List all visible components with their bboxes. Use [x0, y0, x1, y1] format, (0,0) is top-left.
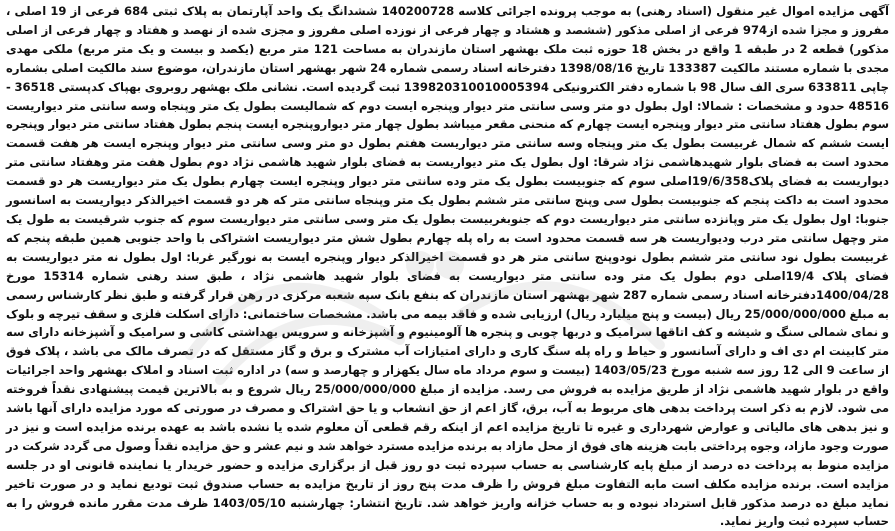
- auction-notice-text: آگهی مزایده اموال غیر منقول (اسناد رهنی) به موجب پرونده اجرائی کلاسه 140200728 ششدانگ یک واحد آپارتمان به پلاک ثبتی 684 فرعی از 19 اصلی ، مفروز و مجزا شده از974 فرعی از اصلی مذکور (ششصد و هشتاد و چهار فرعی از نوزده اصلی مفروز و مجزی شده از نهصد و هفتاد و چهار فرعی از اصلی مذکور) قطعه 2 در طبقه 1 واقع در بخش 18 حوزه ثبت ملک بهشهر استان مازندران به مساحت 121 متر مربع (یکصد و بیست و یک متر مربع) ملکی مهدی مجدی با شماره مستند مالکیت 133387 تاریخ 1398/08/16 دفترخانه اسناد رسمی شماره 24 شهر بهشهر استان مازندران، موضوع سند مالکیت اصلی بشماره چاپی 633811 سری الف سال 98 با شماره دفتر الکترونیکی 139820310010005394 ثبت گردیده است. نشانی ملک بهشهر روبروی بهپاک کدپستی 36518 - 48516 حدود و مشخصات : شمالا: اول بطول دو متر وسی سانتی متر دیوار وپنجره ایست دوم که شمالیست بطول یک متر وپنجاه وسه سانتی متر دیواریست سوم بطول هفتاد سانتی متر دیوار وپنجره ایست چهارم که منحنی مقعر میباشد بطول چهار متر دیواروپنجره ایست پنجم بطول هفتاد سانتی متر دیوار وپنجره ایست ششم که شمال غربیست بطول یک متر وپنجاه وسه سانتی متر دیواریست هفتم بطول دو متر وسی سانتی متر دیوار وپنجره ایست هر هفت قسمت محدود است به فضای بلوار شهیدهاشمی نژاد شرقا: اول بطول یک متر دیواریست به فضای بلوار شهید هاشمی نژاد دوم بطول هفت متر وهفتاد سانتی متر دیواریست به فضای پلاک19/6/358اصلی سوم که جنوبیست بطول یک متر وده سانتی متر دیوار وپنجره ایست چهارم بطول یک متر دیواریست هر دو قسمت محدود است به داکت پنجم که جنوبیست بطول سی وپنج سانتی متر ششم بطول یک متر وپنجاه سانتی متر که هر دو قسمت اخیرالذکر دیواریست به اسانسور جنوبا: اول بطول یک متر وپانزده سانتی متر دیواریست دوم که جنوبغربیست بطول یک متر وسی سانتی متر دیواریست سوم که جنوب شرقیست به طول یک متر وچهل سانتی متر درب ودیواریست هر سه قسمت محدود است به راه پله چهارم بطول شش متر دیواریست اشتراکی با واحد جنوبی همین طبقه پنجم که غربیست بطول نود سانتی متر ششم بطول نودوپنج سانتی متر هر دو قسمت اخیرالذکر دیوار وپنجره ایست به نورگیر غربا: اول بطول نه متر دیواریست به فضای پلاک 19/4اصلی دوم بطول یک متر وده سانتی متر دیواریست به فضای بلوار شهید هاشمی نژاد ، طبق سند رهنی شماره 15314 مورخ 1400/04/28دفترخانه اسناد رسمی شماره 287 شهر بهشهر استان مازندران که بنفع بانک سپه شعبه مرکزی در رهن قرار گرفته و طبق نظر کارشناس رسمی به مبلغ 25/000/000/000 ریال (بیست و پنج میلیارد ریال) ارزیابی شده و فاقد بیمه می باشد. مشخصات ساختمانی: دارای اسکلت فلزی و سقف تیرچه و بلوک و نمای شمالی سنگ و شیشه و کف اتاقها سرامیک و دربها چوبی و پنجره ها آلومینیوم و آشپزخانه و سرویس بهداشتی کاشی و سرامیک و آشپزخانه دارای سه متر کابینت ام دی اف و دارای آسانسور و حیاط و راه پله سنگ کاری و دارای امتیازات آب مشترک و برق و گاز مستقل که در تصرف مالک می باشد ، پلاک فوق از ساعت 9 الی 12 روز سه شنبه مورخ 1403/05/23 (بیست و سوم مرداد ماه سال یکهزار و چهارصد و سه) در اداره ثبت اسناد و املاک بهشهر واحد اجرائیات واقع در بلوار شهید هاشمی نژاد از طریق مزایده به فروش می رسد. مزایده از مبلغ 25/000/000/000 ریال شروع و به بالاترین قیمت پیشنهادی نقداً فروخته می شود. لازم به ذکر است پرداخت بدهی های مربوط به آب، برق، گاز اعم از حق انشعاب و یا حق اشتراک و مصرف در صورتی که مورد مزایده دارای آنها باشد و نیز بدهی های مالیاتی و عوارض شهرداری و غیره تا تاریخ مزایده اعم از اینکه رقم قطعی آن معلوم شده یا نشده باشد به عهده برنده مزایده است و نیز در صورت وجود مازاد، وجوه پرداختی بابت هزینه های فوق از محل مازاد به برنده مزایده مسترد خواهد شد و نیم عشر و حق مزایده نقداً وصول می گردد شرکت در مزایده منوط به پرداخت ده درصد از مبلغ پایه کارشناسی به حساب سپرده ثبت دو روز قبل از برگزاری مزایده و حضور خریدار یا نماینده قانونی او در جلسه مزایده است. برنده مزایده مکلف است مابه التفاوت مبلغ فروش را ظرف مدت پنج روز از تاریخ مزایده به حساب صندوق ثبت تودیع نماید و در صورت تاخیر نماید مبلغ ده درصد مذکور قابل استرداد نبوده و به حساب خزانه واریز خواهد شد. تاریخ انتشار: چهارشنبه 1403/05/10 ظرف مدت مقرر مانده فروش را به حساب سپرده ثبت واریز نماید.: [6, 4, 890, 529]
